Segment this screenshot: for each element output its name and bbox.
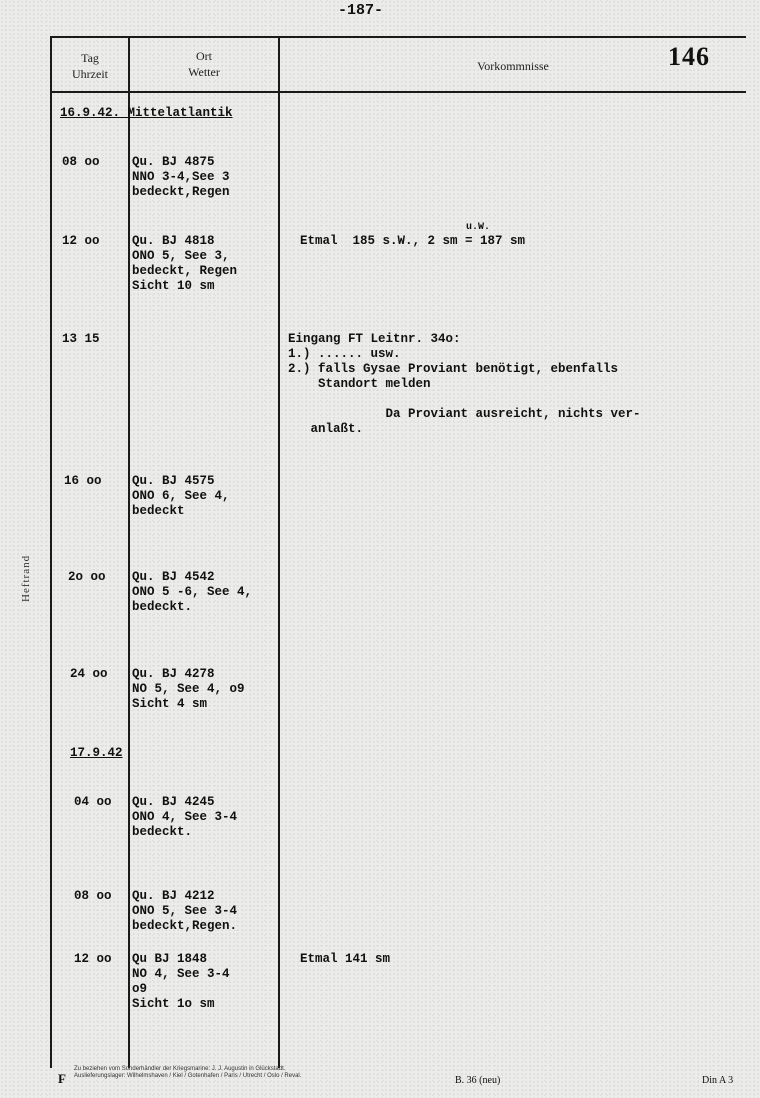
date-heading-1: 16.9.42. Mittelatlantik: [60, 106, 233, 120]
entry-time: 12 oo: [74, 952, 112, 966]
header-place-weather: [130, 48, 278, 80]
header-date-time: [52, 50, 128, 82]
header-date-label: Tag: [81, 51, 99, 65]
sheet-number: 146: [668, 42, 710, 71]
table-rule-col2: [278, 36, 280, 1068]
header-weather-label: Wetter: [188, 65, 220, 79]
entry-place: Qu. BJ 4278 NO 5, See 4, o9 Sicht 4 sm: [132, 667, 245, 711]
entry-time: 08 oo: [62, 155, 100, 169]
entry-place: Qu. BJ 4542 ONO 5 -6, See 4, bedeckt.: [132, 570, 253, 614]
entry-time: 08 oo: [74, 889, 112, 903]
footer-form-number: B. 36 (neu): [455, 1075, 501, 1086]
footer-publisher: Zu beziehen vom Sonderhändler der Kriegsmarine: J. J. Augustin in Glückstadt. Auslieferungslager: Wilhelmshaven / Kiel / Gotenhafen / Paris / Utrecht / Oslo / Reval.: [74, 1066, 302, 1079]
table-rule-col1: [128, 36, 130, 1068]
header-time-label: Uhrzeit: [72, 67, 108, 81]
entry-remark: Etmal 185 s.W., 2 sm = 187 sm: [300, 234, 526, 248]
entry-place: Qu. BJ 4818 ONO 5, See 3, bedeckt, Regen Sicht 10 sm: [132, 234, 238, 293]
entry-place: Qu BJ 1848 NO 4, See 3-4 o9 Sicht 1o sm: [132, 952, 230, 1011]
header-place-label: Ort: [196, 49, 212, 63]
table-rule-top: [50, 36, 746, 38]
entry-place: Qu. BJ 4212 ONO 5, See 3-4 bedeckt,Regen.: [132, 889, 238, 933]
entry-time: 2o oo: [68, 570, 106, 584]
entry-time: 16 oo: [64, 474, 102, 488]
entry-remark-note: u.W.: [466, 222, 491, 233]
entry-remark: Eingang FT Leitnr. 34o: 1.) ...... usw. 2.) falls Gysae Proviant benötigt, ebenfalls Standort melden Da Proviant ausreicht, nichts ver- anlaßt.: [288, 332, 641, 436]
binding-margin-label: Heftrand: [20, 554, 32, 602]
footer-paper-format: Din A 3: [702, 1075, 734, 1086]
table-rule-header: [50, 91, 746, 93]
entry-time: 04 oo: [74, 795, 112, 809]
entry-place: Qu. BJ 4245 ONO 4, See 3-4 bedeckt.: [132, 795, 238, 839]
table-rule-left: [50, 36, 52, 1068]
entry-place: Qu. BJ 4875 NNO 3-4,See 3 bedeckt,Regen: [132, 155, 230, 199]
entry-remark: Etmal 141 sm: [300, 952, 391, 966]
entry-time: 24 oo: [70, 667, 108, 681]
entry-time: 12 oo: [62, 234, 100, 248]
entry-place: Qu. BJ 4575 ONO 6, See 4, bedeckt: [132, 474, 230, 518]
header-events: Vorkommnisse: [477, 59, 549, 73]
date-heading-2: 17.9.42: [70, 746, 123, 760]
entry-time: 13 15: [62, 332, 100, 346]
footer-letter: F: [58, 1071, 66, 1086]
page-number: -187-: [338, 2, 384, 19]
